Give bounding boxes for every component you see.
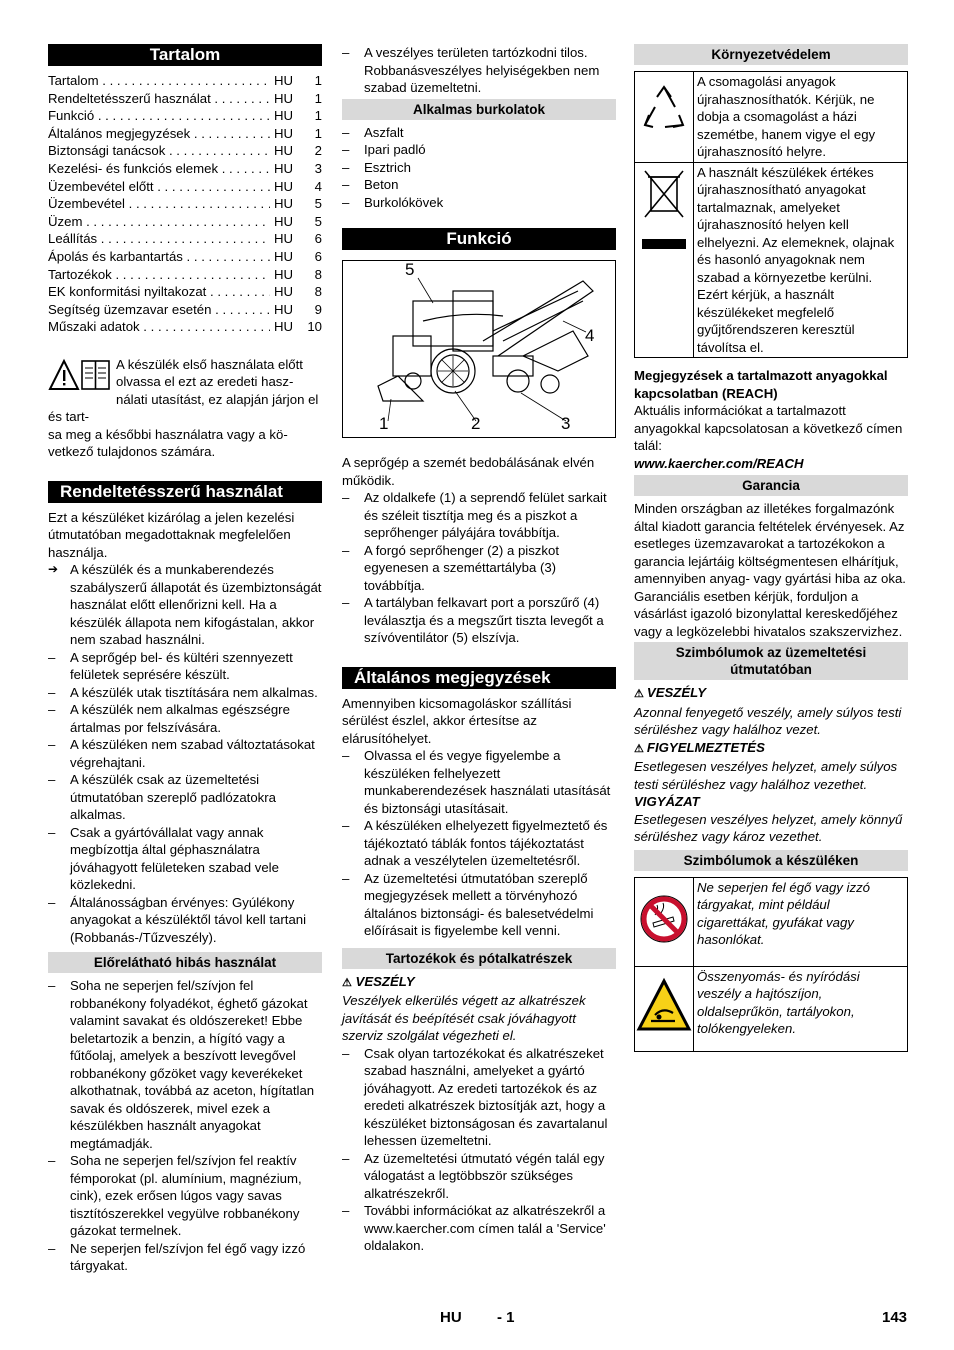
intended-use-heading: Rendeltetésszerű használat xyxy=(48,481,322,503)
parts-heading: Tartozékok és pótalkatrészek xyxy=(342,948,616,969)
toc-title: Kezelési- és funkciós elemek . . . xyxy=(48,160,270,178)
toc-title: Biztonsági tanácsok . . . xyxy=(48,142,270,160)
warning-triangle-icon: ⚠ xyxy=(634,742,647,755)
device-symbol-text: Összenyomás- és nyíródási veszély a hajtószíjon, oldalseprűkön, tartályokon, tolókengyeleken. xyxy=(694,966,908,1052)
list-item: – Csak a gyártóvállalat vagy annak megbízottja által géphasználatra jóváhagyott felületeken szabad vele közlekedni. xyxy=(48,824,322,894)
list-item: – Általánosságban érvényes: Gyúlékony anyagokat a készüléktől távol kell tartani (Robbanás-/Tűzveszély). xyxy=(48,894,322,947)
toc-page: 3 xyxy=(314,160,322,176)
environment-heading: Környezetvédelem xyxy=(634,44,908,65)
toc-page: 10 xyxy=(307,319,322,335)
list-item: – Ne seperjen fel/szívjon fel égő vagy izzó tárgyakat. xyxy=(48,1240,322,1275)
footer-subpage: - 1 xyxy=(497,1309,515,1326)
toc-row xyxy=(48,195,322,213)
toc-row xyxy=(48,266,322,284)
general-notes-heading: Általános megjegyzések xyxy=(342,667,616,689)
list-item: – A készülék nem alkalmas egészségre ártalmas por felszívására. xyxy=(48,701,322,736)
toc-page: 6 xyxy=(314,248,322,264)
recycle-icon xyxy=(635,75,693,155)
device-symbol-text: Ne seperjen fel égő vagy izzó tárgyakat, mint például cigarettákat, gyufákat vagy hasonlókat. xyxy=(694,877,908,966)
toc-row xyxy=(48,160,322,178)
list-item: – Burkolókövek xyxy=(342,194,616,212)
list-item: – Soha ne seperjen fel/szívjon fel reaktív fémporokat (pl. alumínium, magnézium, cink), ezek erősen lúgos vagy savas tisztítószerekkel vegyülve robbanékony gázokat termelnek. xyxy=(48,1152,322,1240)
column-2 xyxy=(342,44,616,1255)
toc-row xyxy=(48,318,322,336)
toc-page: 1 xyxy=(314,90,322,106)
first-use-warning xyxy=(48,354,322,461)
warning-line: A készülék első használata előtt xyxy=(116,356,303,372)
list-item: – Az oldalkefe (1) a seprendő felület sarkait és széleit tisztítja meg és a piszkot a seprőhenger pályájára továbbítja. xyxy=(342,489,616,542)
toc-page: 4 xyxy=(314,178,322,194)
column-3 xyxy=(634,44,908,1052)
toc-heading: Tartalom xyxy=(48,44,322,66)
toc-row xyxy=(48,90,322,108)
list-item: – A készüléken nem szabad változtatásokat végrehajtani. xyxy=(48,736,322,771)
list-item: – A forgó seprőhenger (2) a piszkot egyenesen a szeméttartályba (3) továbbítja. xyxy=(342,542,616,595)
toc-lang: HU xyxy=(270,125,304,143)
list-item: – Beton xyxy=(342,176,616,194)
list-item: – A seprőgép bel- és kültéri szennyezett felületek seprésére készült. xyxy=(48,649,322,684)
diagram-label: 4 xyxy=(585,326,595,345)
warranty-heading: Garancia xyxy=(634,475,908,496)
sweeper-diagram xyxy=(342,260,616,438)
list-item: – A tartályban felkavart port a porszűrő (4) leválasztja és a megszűrt tiszta levegőt a szívóventilátor (5) elszívja. xyxy=(342,594,616,647)
sweeper-illustration xyxy=(343,261,615,437)
toc-title: Általános megjegyzések . . . xyxy=(48,125,270,143)
toc-page: 2 xyxy=(314,143,322,159)
warranty-text: Minden országban az illetékes forgalmazónk által kiadott garancia feltételek érvényesek. Az esetleges üzemzavarokat a tartozékokon a garancia lejártáig költségmentesen elhárítjuk, amennyiben anyag- vagy gyártási hiba az oka. Garanciális esetben kérjük, forduljon a vásárlást igazoló bizonylattal kereskedőjéhez vagy a legközelebbi hivatalos szakszervizhez. xyxy=(634,501,906,639)
warning-triangle-icon: ⚠ xyxy=(342,976,352,989)
list-item: – További információkat az alkatrészekről a www.kaercher.com címen talál a 'Service' oldalakon. xyxy=(342,1202,616,1255)
danger-label: VESZÉLY xyxy=(355,973,415,989)
toc-title: Üzembevétel előtt . . . xyxy=(48,178,270,196)
toc-lang: HU xyxy=(270,178,304,196)
function-intro: A seprőgép a szemét bedobálásának elvén működik. xyxy=(342,455,595,488)
toc-lang: HU xyxy=(270,283,304,301)
warning-line: nálati utasítást, ez alapján járjon el és tart- xyxy=(48,391,319,425)
toc-lang: HU xyxy=(270,142,304,160)
diagram-label: 3 xyxy=(561,414,571,433)
toc-title: Rendeltetésszerű használat . . . xyxy=(48,90,270,108)
toc-title: Üzem . . . xyxy=(48,213,270,231)
parts-list xyxy=(342,1045,616,1255)
table-of-contents xyxy=(48,72,322,336)
toc-lang: HU xyxy=(270,90,304,108)
toc-row xyxy=(48,283,322,301)
device-symbols-table xyxy=(634,877,908,1053)
toc-page: 5 xyxy=(314,196,322,212)
list-item: – Csak olyan tartozékokat és alkatrészeket szabad használni, amelyeket a gyártó jóváhagyott. Az eredeti tartozékok és az eredeti alkatrészek biztosítják azt, hogy a készüléket biztonságosan és zavartalanul lehessen üzemeltetni. xyxy=(342,1045,616,1150)
toc-title: EK konformitási nyiltakozat . . . xyxy=(48,283,270,301)
toc-row xyxy=(48,213,322,231)
toc-page: 1 xyxy=(314,108,322,124)
diagram-label: 2 xyxy=(471,414,481,433)
intended-use-list xyxy=(48,649,322,947)
warning-triangle-icon: ⚠ xyxy=(634,688,647,700)
toc-title: Leállítás . . . xyxy=(48,230,270,248)
toc-lang: HU xyxy=(270,107,304,125)
toc-lang: HU xyxy=(270,230,304,248)
symbol-description: Esetlegesen veszélyes helyzet, amely könnyű sérüléshez vagy károz vezethet. xyxy=(634,811,903,844)
warning-line: vetkező tulajdonos számára. xyxy=(48,444,216,460)
toc-row xyxy=(48,178,322,196)
device-symbols-heading: Szimbólumok a készüléken xyxy=(634,850,908,871)
surfaces-heading: Alkalmas burkolatok xyxy=(342,99,616,120)
list-item: – Ipari padló xyxy=(342,141,616,159)
warning-line: olvassa el ezt az eredeti hasz- xyxy=(116,374,294,390)
toc-row xyxy=(48,230,322,248)
crush-hazard-icon xyxy=(635,967,693,1047)
toc-lang: HU xyxy=(270,72,304,90)
toc-page: 8 xyxy=(314,284,322,300)
no-burning-objects-icon xyxy=(635,879,693,959)
toc-row xyxy=(48,125,322,143)
list-item: – A készülék utak tisztítására nem alkalmas. xyxy=(48,684,322,702)
misuse-heading: Előrelátható hibás használat xyxy=(48,952,322,973)
symbol-description: Esetlegesen veszélyes helyzet, amely súlyos testi sérüléshez vagy halálhoz vezethet. xyxy=(634,759,898,792)
intended-use-intro: Ezt a készüléket kizárólag a jelen kezelési útmutatóban megadottaknak megfelelően használja. xyxy=(48,509,295,560)
misuse-list xyxy=(48,977,322,1275)
symbol-label-text: FIGYELMEZTETÉS xyxy=(646,739,765,755)
toc-lang: HU xyxy=(270,213,304,231)
column-1 xyxy=(48,44,322,1275)
toc-lang: HU xyxy=(270,248,304,266)
symbol-description: Azonnal fenyegető veszély, amely súlyos testi sérüléshez vagy halálhoz vezet. xyxy=(634,704,902,737)
toc-page: 6 xyxy=(314,231,322,247)
toc-page: 1 xyxy=(314,125,322,141)
list-item: – Soha ne seperjen fel/szívjon fel robbanékony folyadékot, éghető gázokat valamint savakat és oldószereket! Ebbe beletartozik a benzin, a hígító vagy a fűtőolaj, amelyek a beszívott levegővel robbanékony gőzöket vagy keverékeket alkothatnak, továbbá az aceton, hígítatlan savak és oldószerek, mivel ezek a készülékben használt anyagokat megtámadják. xyxy=(48,977,322,1152)
toc-lang: HU xyxy=(270,301,304,319)
reach-heading: Megjegyzések a tartalmazott anyagokkal kapcsolatban (REACH) xyxy=(634,368,888,401)
function-list xyxy=(342,489,616,647)
toc-page: 8 xyxy=(314,266,322,282)
symbol-label-text: VIGYÁZAT xyxy=(634,794,700,809)
toc-row xyxy=(48,248,322,266)
footer-language: HU xyxy=(440,1309,462,1326)
toc-page: 1 xyxy=(314,73,322,88)
symbol-label-text: VESZÉLY xyxy=(646,685,707,700)
reach-text: Aktuális információkat a tartalmazott anyagokkal kapcsolatosan a következő címen talál: xyxy=(634,403,903,453)
env-text-packaging: A csomagolási anyagok újrahasznosíthatók. Kérjük, ne dobja a csomagolást a házi szemétbe, hanem vigye el egy újrahasznosító helyre. xyxy=(694,72,908,163)
toc-row xyxy=(48,107,322,125)
parts-danger-text: Veszélyek elkerülés végett az alkatrészek javítását és beépítését csak jóváhagyott szerviz szolgálat végezheti el. xyxy=(342,993,586,1043)
diagram-label: 5 xyxy=(405,260,415,279)
reach-link[interactable]: www.kaercher.com/REACH xyxy=(634,455,804,471)
list-item: – A veszélyes területen tartózkodni tilos. Robbanásveszélyes helyiségekben nem szabad üzemeltetni. xyxy=(342,44,616,97)
general-list xyxy=(342,747,616,940)
toc-page: 5 xyxy=(314,213,322,229)
toc-title: Műszaki adatok . . . xyxy=(48,318,270,336)
toc-title: Segítség üzemzavar esetén . . . xyxy=(48,301,270,319)
environment-table xyxy=(634,71,908,358)
function-heading: Funkció xyxy=(342,228,616,250)
warning-manual-icon xyxy=(48,356,112,392)
toc-lang: HU xyxy=(270,160,304,178)
crossed-bin-icon xyxy=(635,163,693,258)
warning-line: sa meg a későbbi használatra vagy a kö- xyxy=(48,426,288,442)
toc-row xyxy=(48,72,322,90)
list-item: – Olvassa el és vegye figyelembe a készüléken felhelyezett munkaberendezések használati utasítását és biztonsági utasításait. xyxy=(342,747,616,817)
toc-lang: HU xyxy=(270,195,304,213)
toc-row xyxy=(48,142,322,160)
list-item: – A készülék csak az üzemeltetési útmutatóban szereplő padlózatokra alkalmas. xyxy=(48,771,322,824)
symbol-label xyxy=(634,739,908,759)
hazard-area-list xyxy=(342,44,616,97)
toc-page: 9 xyxy=(314,301,322,317)
parts-danger-label xyxy=(342,973,616,993)
toc-title: Funkció . . . xyxy=(48,107,270,125)
list-item: – Esztrich xyxy=(342,159,616,177)
list-item: – Aszfalt xyxy=(342,124,616,142)
toc-title: Üzembevétel . . . xyxy=(48,195,270,213)
list-item: – A készüléken elhelyezett figyelmeztető és tájékoztató táblák fontos tájékoztatást adnak a veszélytelen üzemeltetésről. xyxy=(342,817,616,870)
toc-title: Tartozékok . . . xyxy=(48,266,270,284)
surfaces-list xyxy=(342,124,616,212)
manual-symbols-list xyxy=(634,684,908,846)
toc-row xyxy=(48,301,322,319)
toc-lang: HU xyxy=(270,318,304,336)
footer-page-number: 143 xyxy=(882,1309,908,1326)
list-item: – Az üzemeltetési útmutató végén talál egy válogatást a legtöbbször szükséges alkatrészekről. xyxy=(342,1150,616,1203)
general-intro: Amennyiben kicsomagoláskor szállítási sérülést észlel, akkor értesítse az elárusítóhelyet. xyxy=(342,695,572,746)
toc-title: Ápolás és karbantartás . . . xyxy=(48,248,270,266)
list-item: – Az üzemeltetési útmutatóban szereplő megjegyzések mellett a törvényhozó általános biztonsági- és balesetvédelmi előírásait is figyelembe kell venni. xyxy=(342,870,616,940)
diagram-label: 1 xyxy=(379,414,389,433)
env-text-device: A használt készülékek értékes újrahasznosítható anyagokat tartalmaznak, amelyeket újrahasznosító helyen kell elhelyezni. Az elemeknek, olajnak és hasonló anyagoknak nem szabad a környezetbe kerülni. Ezért kérjük, a használt készülékeket megfelelő gyűjtőrendszeren keresztül távolítsa el. xyxy=(694,162,908,358)
toc-lang: HU xyxy=(270,266,304,284)
symbol-label xyxy=(634,684,908,704)
toc-title: Tartalom . . . xyxy=(48,72,270,90)
manual-symbols-heading: Szimbólumok az üzemeltetési útmutatóban xyxy=(634,642,908,680)
intended-use-check: ➔ A készülék és a munkaberendezés szabályszerű állapotát és üzembiztonságát használat előtt ellenőrizni kell. Ha a készülék állapota nem kifogástalan, akkor nem szabad használni. xyxy=(48,561,322,649)
symbol-label xyxy=(634,793,908,811)
